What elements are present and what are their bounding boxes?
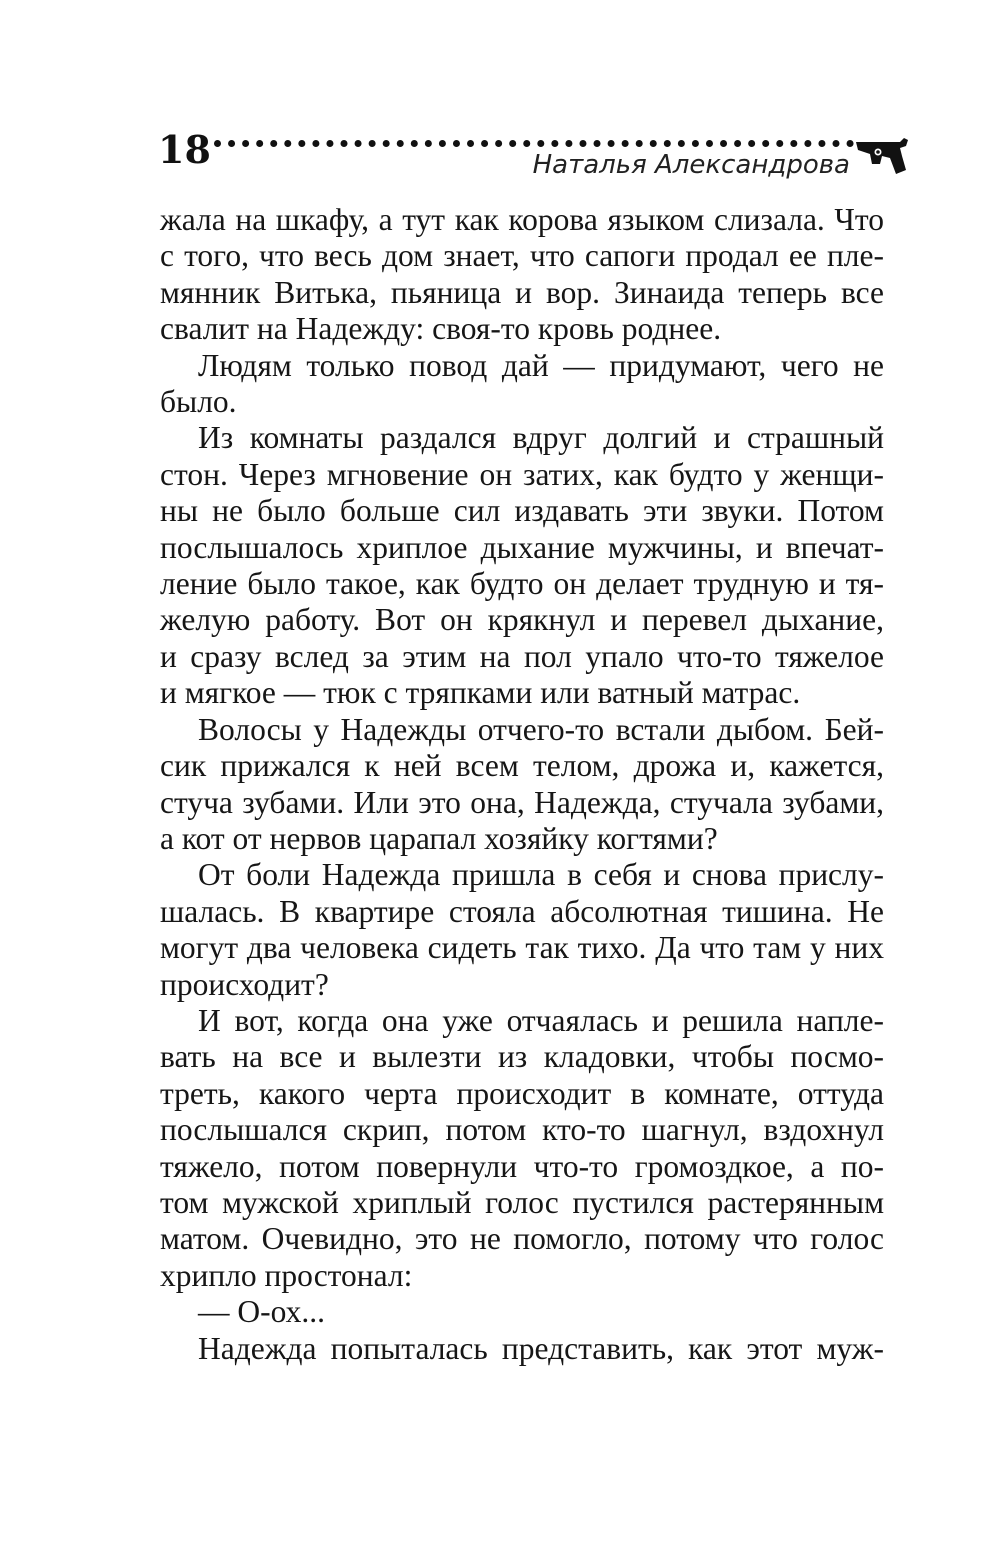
text-line: Людям только повод дай — придумают, чего не	[198, 347, 884, 383]
text-line: И вот, когда она уже отчаялась и решила напле-	[198, 1002, 884, 1038]
text-line: свалит на Надежду: своя-то кровь роднее.	[160, 311, 722, 347]
text-line: тяжело, потом повернули что-то громоздкое, а по-	[160, 1148, 884, 1184]
text-line: жала на шкафу, а тут как корова языком слизала. Что	[160, 202, 884, 237]
text-line: послышалось хриплое дыхание мужчины, и впечат-	[160, 529, 884, 565]
body-text	[160, 202, 884, 1367]
text-line: могут два человека сидеть так тихо. Да что там у них	[160, 930, 884, 966]
text-line: вать на все и вылезти из кладовки, чтобы посмо-	[160, 1039, 884, 1075]
text-line: и мягкое — тюк с тряпками или ватный матрас.	[160, 675, 801, 711]
text-line: происходит?	[160, 966, 329, 1002]
text-line: Надежда попыталась представить, как этот муж-	[198, 1330, 884, 1366]
text-line: том мужской хриплый голос пустился растерянным	[160, 1184, 884, 1220]
text-line: шалась. В квартире стояла абсолютная тишина. Не	[160, 893, 884, 929]
running-header-author: Наталья Александрова	[532, 150, 850, 180]
text-line: Из комнаты раздался вдруг долгий и страшный	[198, 420, 884, 456]
text-line: а кот от нервов царапал хозяйку когтями?	[160, 820, 718, 856]
pistol-icon	[854, 136, 910, 176]
text-line: матом. Очевидно, это не помогло, потому что голос	[160, 1221, 884, 1257]
text-line: стуча зубами. Или это она, Надежда, стучала зубами,	[160, 784, 884, 820]
text-line: треть, какого черта происходит в комнате, оттуда	[160, 1075, 884, 1111]
text-line: стон. Через мгновение он затих, как будто у женщи-	[160, 456, 884, 492]
text-line: мянник Витька, пьяница и вор. Зинаида теперь все	[160, 274, 884, 310]
page-number: 18	[158, 127, 211, 172]
text-line: Волосы у Надежды отчего-то встали дыбом. Бей-	[198, 711, 884, 747]
text-line: было.	[160, 384, 237, 420]
text-line: послышался скрип, потом кто-то шагнул, вздохнул	[160, 1112, 884, 1148]
text-line: и сразу вслед за этим на пол упало что-то тяжелое	[160, 638, 884, 674]
text-line: ление было такое, как будто он делает трудную и тя-	[160, 566, 884, 602]
text-line: От боли Надежда пришла в себя и снова прислу-	[198, 857, 884, 893]
text-line: ны не было больше сил издавать эти звуки. Потом	[160, 493, 884, 529]
header-dotted-rule	[214, 140, 854, 147]
text-line: с того, что весь дом знает, что сапоги продал ее пле-	[160, 238, 884, 274]
text-line: хрипло простонал:	[160, 1257, 413, 1293]
text-line: сик прижался к ней всем телом, дрожа и, кажется,	[160, 748, 884, 784]
text-line: желую работу. Вот он крякнул и перевел дыхание,	[160, 602, 884, 638]
text-line: — О-ох...	[198, 1294, 325, 1330]
